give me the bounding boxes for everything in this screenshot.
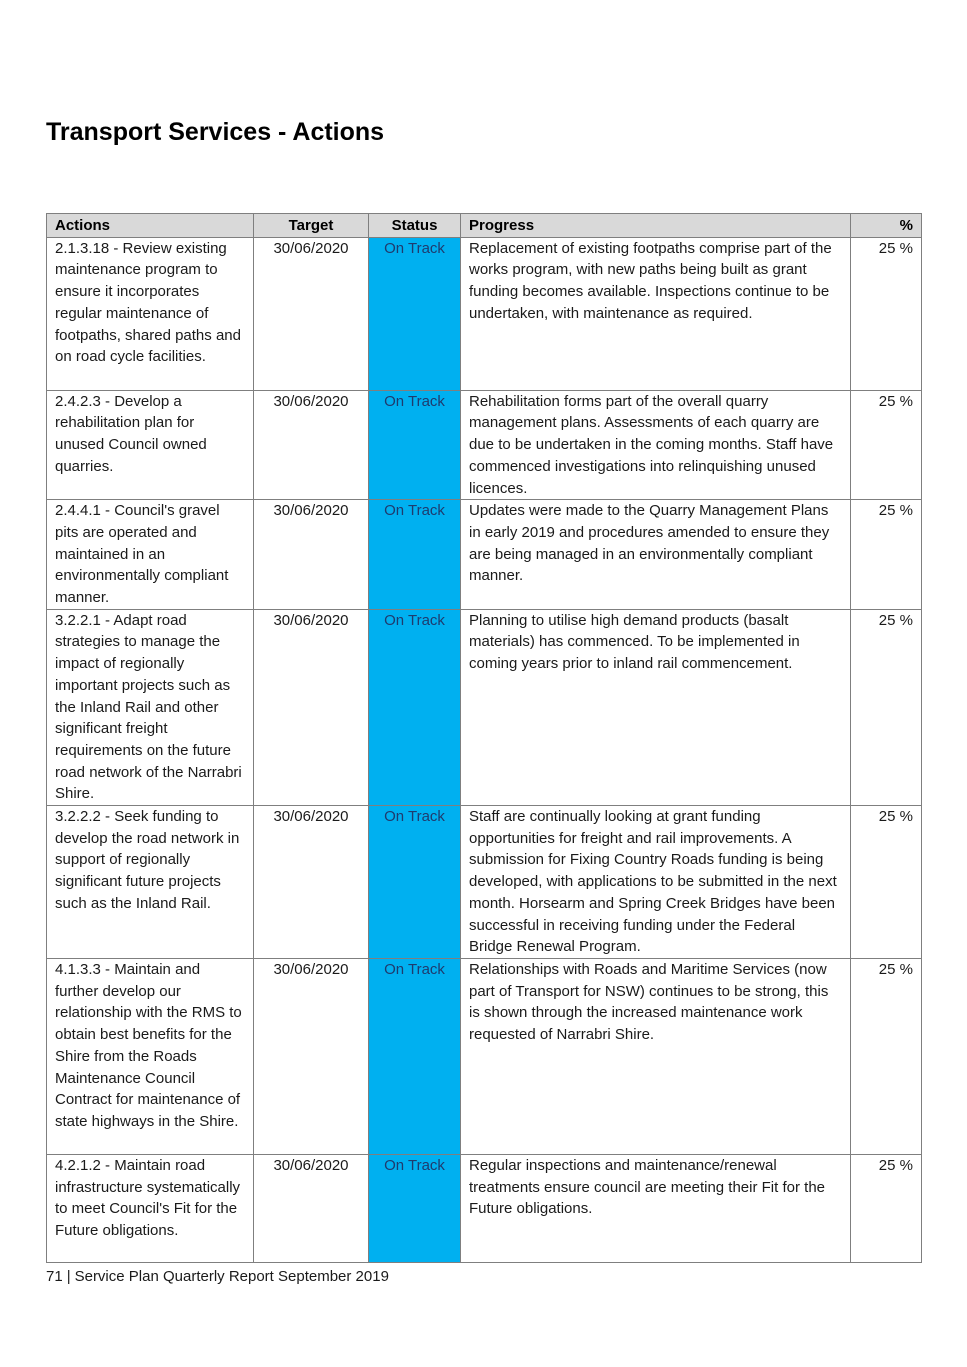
column-header-target: Target [254, 214, 369, 238]
table-row [47, 806, 922, 959]
status-cell: On Track [369, 609, 461, 805]
action-cell: 2.4.2.3 - Develop a rehabilitation plan for unused Council owned quarries. [47, 390, 254, 500]
progress-cell: Updates were made to the Quarry Management Plans in early 2019 and procedures amended to ensure they are being managed in an environmentally compliant manner. [461, 500, 851, 610]
column-header-status: Status [369, 214, 461, 238]
action-cell: 2.4.4.1 - Council's gravel pits are operated and maintained in an environmentally compliant manner. [47, 500, 254, 610]
table-row [47, 237, 922, 390]
report-title: Service Plan Quarterly Report September 2019 [74, 1268, 389, 1285]
action-cell: 3.2.2.1 - Adapt road strategies to manage the impact of regionally important projects such as the Inland Rail and other significant freight requirements on the future road network of the Narrabri Shire. [47, 609, 254, 805]
table-row [47, 609, 922, 805]
progress-cell: Planning to utilise high demand products (basalt materials) has commenced. To be implemented in coming years prior to inland rail commencement. [461, 609, 851, 805]
progress-cell: Staff are continually looking at grant funding opportunities for freight and rail improvements. A submission for Fixing Country Roads funding is being developed, with applications to be submitted in the next month. Horsearm and Spring Creek Bridges have been successful in receiving funding under the Federal Bridge Renewal Program. [461, 806, 851, 959]
percent-cell: 25 % [851, 806, 922, 959]
status-cell: On Track [369, 390, 461, 500]
footer-separator: | [66, 1268, 71, 1285]
target-cell: 30/06/2020 [254, 806, 369, 959]
page-title: Transport Services - Actions [46, 118, 385, 146]
percent-cell: 25 % [851, 609, 922, 805]
percent-cell: 25 % [851, 237, 922, 390]
target-cell: 30/06/2020 [254, 500, 369, 610]
target-cell: 30/06/2020 [254, 958, 369, 1154]
target-cell: 30/06/2020 [254, 609, 369, 805]
progress-cell: Relationships with Roads and Maritime Services (now part of Transport for NSW) continues to be strong, this is shown through the increased maintenance work requested of Narrabri Shire. [461, 958, 851, 1154]
action-cell: 3.2.2.2 - Seek funding to develop the road network in support of regionally significant future projects such as the Inland Rail. [47, 806, 254, 959]
percent-cell: 25 % [851, 1154, 922, 1262]
status-cell: On Track [369, 958, 461, 1154]
page-footer [46, 1268, 389, 1285]
progress-cell: Replacement of existing footpaths comprise part of the works program, with new paths being built as grant funding becomes available. Inspections continue to be undertaken, with maintenance as required. [461, 237, 851, 390]
table-header-row [47, 214, 922, 238]
page-number: 71 [46, 1268, 63, 1285]
target-cell: 30/06/2020 [254, 1154, 369, 1262]
action-cell: 4.1.3.3 - Maintain and further develop our relationship with the RMS to obtain best benefits for the Shire from the Roads Maintenance Council Contract for maintenance of state highways in the Shire. [47, 958, 254, 1154]
target-cell: 30/06/2020 [254, 390, 369, 500]
column-header-actions: Actions [47, 214, 254, 238]
actions-table [46, 213, 922, 1263]
target-cell: 30/06/2020 [254, 237, 369, 390]
table-row [47, 958, 922, 1154]
progress-cell: Regular inspections and maintenance/renewal treatments ensure council are meeting their Fit for the Future obligations. [461, 1154, 851, 1262]
status-cell: On Track [369, 237, 461, 390]
status-cell: On Track [369, 806, 461, 959]
progress-cell: Rehabilitation forms part of the overall quarry management plans. Assessments of each quarry are due to be undertaken in the coming months. Staff have commenced investigations into relinquishing unused licences. [461, 390, 851, 500]
status-cell: On Track [369, 500, 461, 610]
column-header-percent: % [851, 214, 922, 238]
action-cell: 4.2.1.2 - Maintain road infrastructure systematically to meet Council's Fit for the Future obligations. [47, 1154, 254, 1262]
column-header-progress: Progress [461, 214, 851, 238]
table-row [47, 390, 922, 500]
action-cell: 2.1.3.18 - Review existing maintenance program to ensure it incorporates regular maintenance of footpaths, shared paths and on road cycle facilities. [47, 237, 254, 390]
table-row [47, 500, 922, 610]
percent-cell: 25 % [851, 958, 922, 1154]
percent-cell: 25 % [851, 500, 922, 610]
percent-cell: 25 % [851, 390, 922, 500]
status-cell: On Track [369, 1154, 461, 1262]
table-row [47, 1154, 922, 1262]
